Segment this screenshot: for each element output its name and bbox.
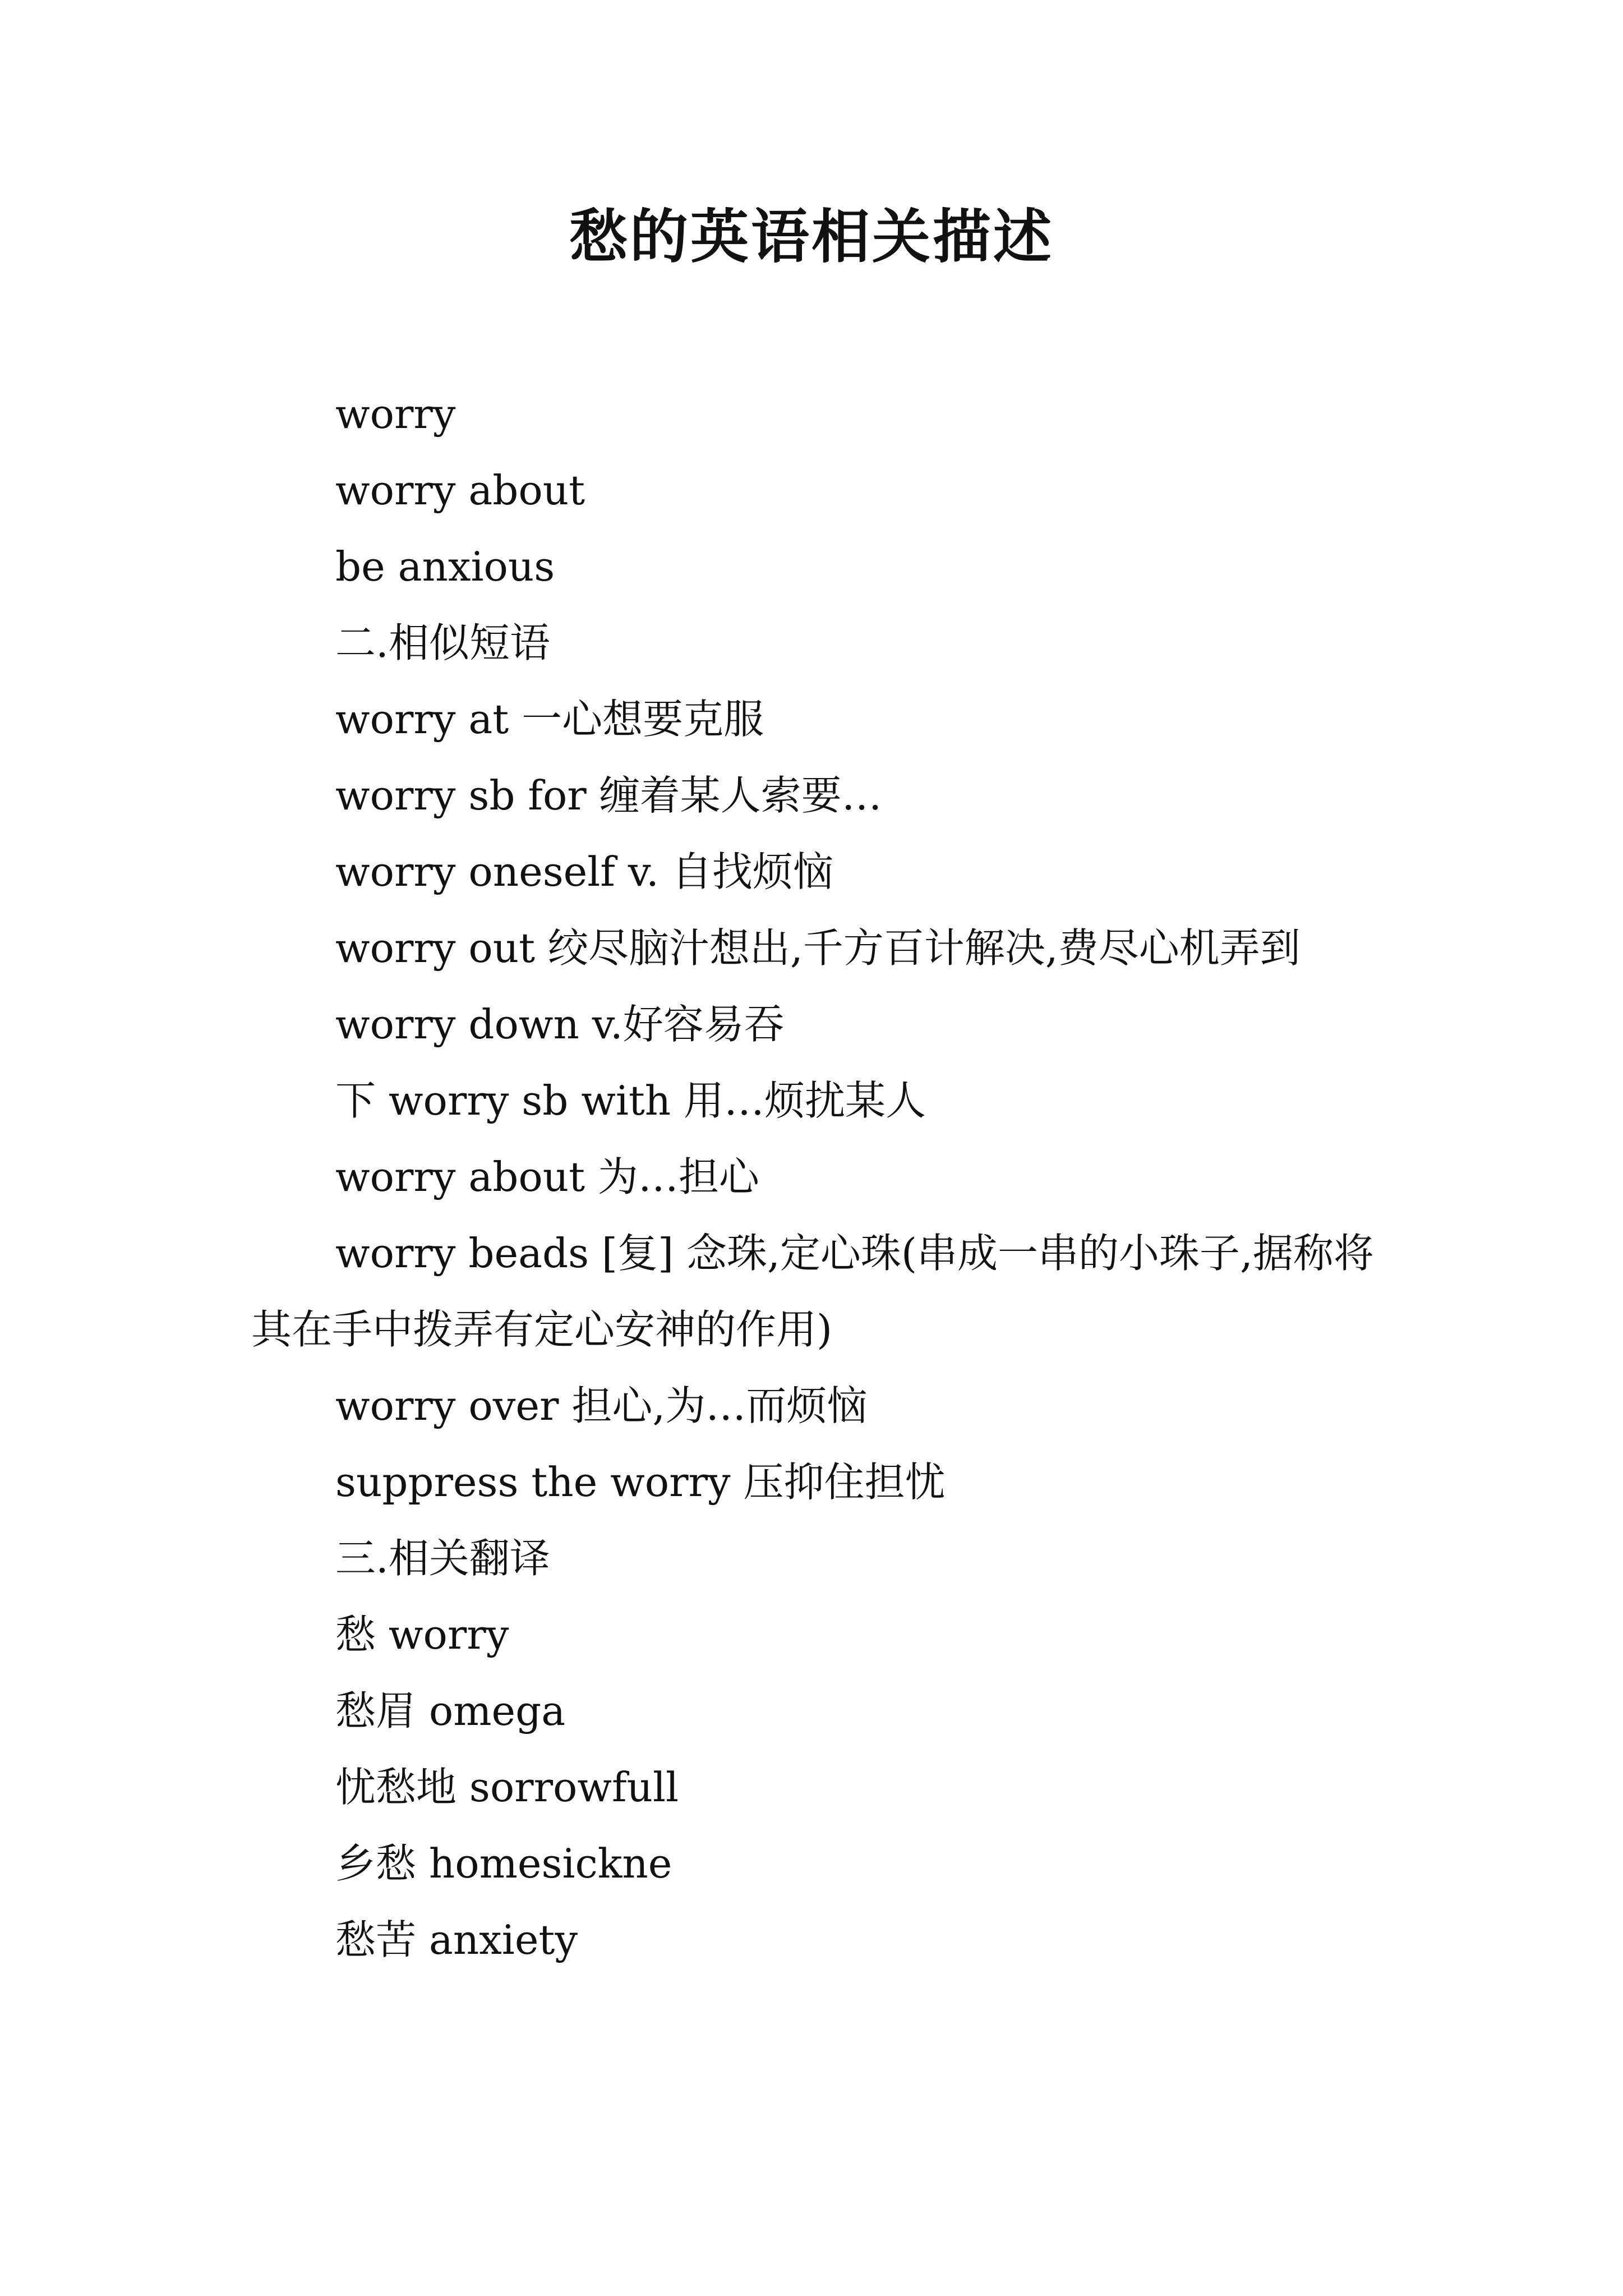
text-line: suppress the worry 压抑住担忧 xyxy=(335,1458,946,1506)
text-line: 下 worry sb with 用…烦扰某人 xyxy=(335,1077,926,1124)
section-heading-similar-phrases: 二.相似短语 xyxy=(335,619,550,666)
text-line: 乡愁 homesickne xyxy=(335,1840,672,1887)
document-title: 愁的英语相关描述 xyxy=(569,203,1054,271)
text-line: worry oneself v. 自找烦恼 xyxy=(335,848,833,895)
text-paragraph: worry out 绞尽脑汁想出,千方百计解决,费尽心机弄到 xyxy=(335,924,1301,972)
text-line: 忧愁地 sorrowfull xyxy=(335,1764,679,1811)
text-line: be anxious xyxy=(335,543,555,590)
text-line: 愁苦 anxiety xyxy=(335,1916,578,1963)
text-line: worry sb for 缠着某人索要… xyxy=(335,772,882,819)
text-line: worry over 担心,为…而烦恼 xyxy=(335,1382,868,1429)
text-line: 愁 worry xyxy=(335,1611,509,1658)
text-line: worry at 一心想要克服 xyxy=(335,696,764,743)
text-line: worry about xyxy=(335,467,585,514)
text-line: worry about 为…担心 xyxy=(335,1153,759,1200)
text-line: worry xyxy=(335,390,456,438)
text-line: 愁眉 omega xyxy=(335,1687,566,1734)
text-line: worry down v.好容易吞 xyxy=(335,1001,785,1048)
text-paragraph: worry beads [复] 念珠,定心珠(串成一串的小珠子,据称将其在手中拨弄有定心安神的作用) xyxy=(251,1230,1374,1353)
section-heading-translations: 三.相关翻译 xyxy=(335,1535,550,1582)
document-body xyxy=(251,376,1384,1978)
